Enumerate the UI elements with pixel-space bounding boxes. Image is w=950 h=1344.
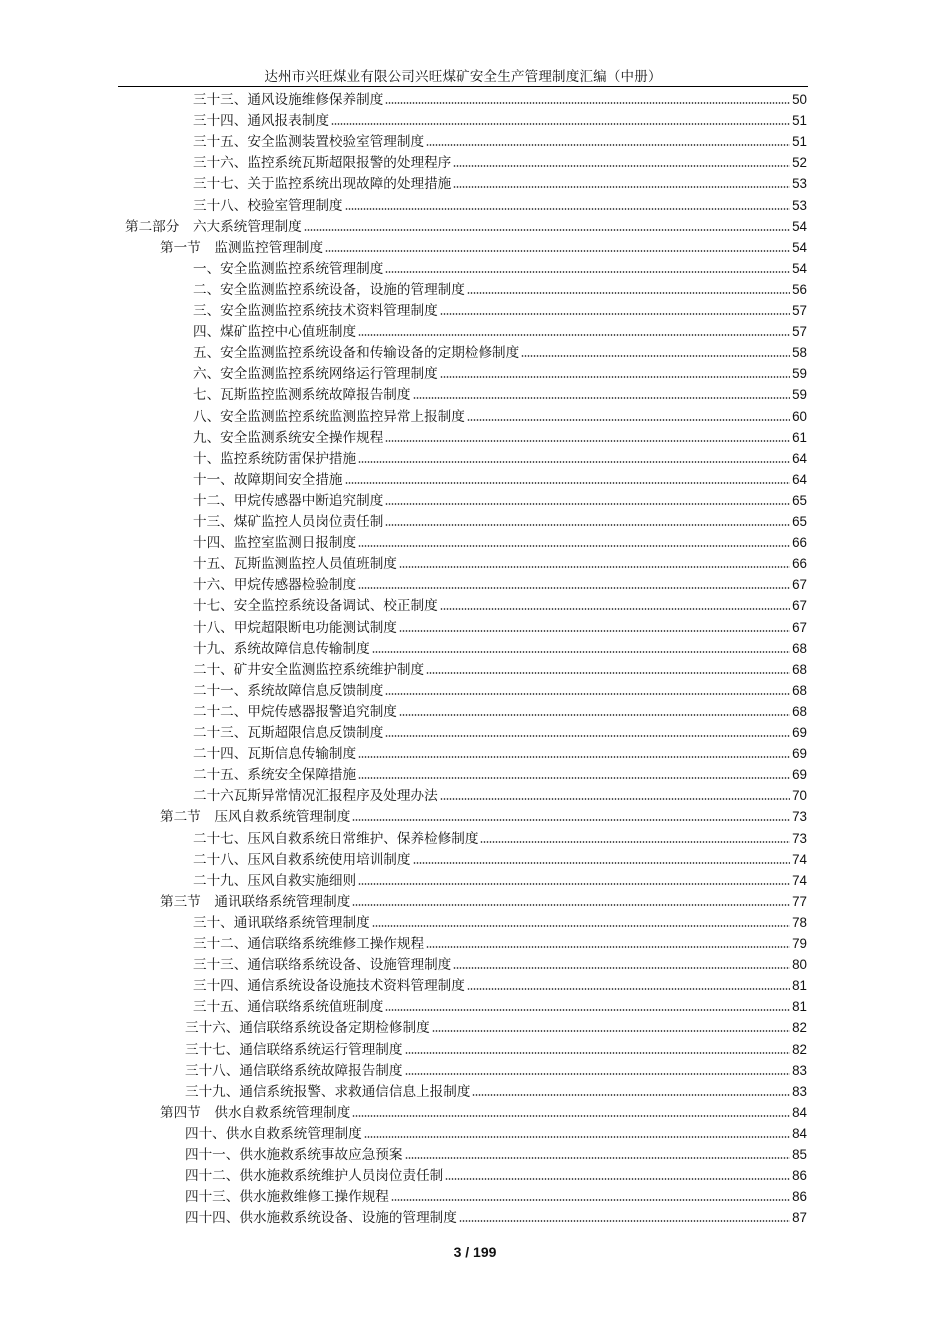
toc-entry[interactable] [193, 299, 807, 320]
toc-entry-page: 66 [792, 535, 807, 551]
toc-entry-label: 三十三、通信联络系统设备、设施管理制度 [193, 957, 452, 974]
toc-entry[interactable] [193, 531, 807, 552]
toc-entry-label: 十六、甲烷传感器检验制度 [193, 577, 357, 594]
toc-entry-page: 69 [792, 767, 807, 783]
toc-entry-label: 二、安全监测监控系统设备，设施的管理制度 [193, 281, 465, 298]
toc-entry[interactable] [185, 1143, 807, 1164]
toc-entry-label: 三、安全监测监控系统技术资料管理制度 [193, 303, 438, 319]
toc-entry[interactable] [193, 510, 807, 531]
toc-dot-leader [358, 882, 790, 886]
toc-entry-page: 53 [792, 197, 807, 213]
toc-entry[interactable] [193, 362, 807, 383]
toc-dot-leader [385, 439, 790, 443]
toc-entry-label: 第一节 监测监控管理制度 [160, 239, 324, 256]
toc-entry[interactable] [193, 995, 807, 1016]
toc-entry-page: 64 [792, 471, 807, 487]
toc-entry[interactable] [193, 742, 807, 763]
toc-dot-leader [304, 228, 790, 232]
toc-entry-page: 67 [792, 619, 807, 635]
toc-entry[interactable] [193, 468, 807, 489]
toc-entry[interactable] [193, 763, 807, 784]
toc-entry-page: 82 [792, 1041, 807, 1057]
toc-entry-label: 四十三、供水施救维修工操作规程 [185, 1189, 389, 1206]
toc-entry-label: 三十六、监控系统瓦斯超限报警的处理程序 [193, 155, 452, 172]
toc-dot-leader [345, 481, 791, 485]
toc-entry-page: 84 [792, 1125, 807, 1141]
toc-dot-leader [358, 544, 790, 548]
toc-entry-label: 九、安全监测系统安全操作规程 [193, 429, 384, 446]
toc-dot-leader [399, 713, 790, 717]
toc-entry[interactable] [193, 827, 807, 848]
toc-entry-page: 68 [792, 640, 807, 656]
toc-entry-label: 十八、甲烷超限断电功能测试制度 [193, 619, 397, 636]
toc-entry-page: 54 [792, 239, 807, 255]
toc-entry[interactable] [185, 1080, 807, 1101]
toc-entry[interactable] [160, 890, 807, 911]
toc-entry[interactable] [193, 172, 807, 193]
toc-dot-leader [413, 861, 791, 865]
toc-entry-page: 79 [792, 936, 807, 951]
toc-entry[interactable] [185, 1016, 807, 1037]
toc-dot-leader [453, 185, 790, 189]
toc-dot-leader [440, 797, 790, 801]
toc-dot-leader [358, 755, 790, 759]
toc-entry[interactable] [185, 1059, 807, 1080]
toc-entry-label: 十二、甲烷传感器中断追究制度 [193, 492, 384, 509]
toc-entry-page: 83 [792, 1062, 807, 1078]
toc-entry-label: 十四、监控室监测日报制度 [193, 535, 357, 552]
toc-entry-label: 一、安全监测监控系统管理制度 [193, 260, 384, 277]
toc-entry-page: 70 [792, 788, 807, 804]
toc-entry-page: 61 [792, 429, 807, 445]
toc-entry-page: 60 [792, 408, 807, 424]
toc-entry[interactable] [185, 1122, 807, 1143]
toc-dot-leader [358, 586, 790, 590]
toc-dot-leader [358, 776, 790, 780]
toc-entry[interactable] [193, 341, 807, 362]
toc-entry-label: 三十九、通信系统报警、求救通信信息上报制度 [185, 1083, 471, 1100]
toc-entry-label: 十五、瓦斯监测监控人员值班制度 [193, 556, 397, 573]
toc-entry[interactable] [193, 911, 807, 932]
toc-dot-leader [432, 1029, 790, 1033]
toc-dot-leader [345, 207, 791, 211]
toc-entry-label: 二十一、系统故障信息反馈制度 [193, 682, 384, 699]
toc-dot-leader [385, 734, 790, 738]
toc-entry-label: 第二节 压风自救系统管理制度 [160, 809, 351, 826]
toc-entry-label: 十九、系统故障信息传输制度 [193, 640, 370, 657]
toc-entry-label: 十、监控系统防雷保护措施 [193, 450, 357, 467]
toc-entry[interactable] [193, 130, 807, 151]
toc-entry[interactable] [193, 637, 807, 658]
toc-entry-page: 57 [792, 324, 807, 340]
toc-entry-page: 58 [792, 345, 807, 361]
toc-entry[interactable] [193, 974, 807, 995]
toc-entry[interactable] [193, 109, 807, 130]
toc-entry-label: 三十六、通信联络系统设备定期检修制度 [185, 1020, 430, 1037]
toc-entry[interactable] [193, 594, 807, 615]
toc-entry-label: 二十九、压风自救实施细则 [193, 872, 357, 889]
toc-entry[interactable] [193, 383, 807, 404]
toc-entry-page: 59 [792, 366, 807, 382]
toc-dot-leader [521, 354, 790, 358]
toc-dot-leader [385, 101, 790, 105]
header-rule [118, 86, 808, 87]
toc-entry[interactable] [193, 320, 807, 341]
toc-dot-leader [385, 523, 790, 527]
toc-entry-page: 85 [792, 1147, 807, 1162]
toc-dot-leader [352, 818, 790, 822]
toc-entry-label: 十三、煤矿监控人员岗位责任制 [193, 514, 384, 530]
toc-dot-leader [399, 565, 790, 569]
toc-entry[interactable] [160, 236, 807, 257]
toc-entry-page: 67 [792, 577, 807, 593]
toc-entry[interactable] [193, 700, 807, 721]
toc-dot-leader [467, 418, 790, 422]
toc-entry[interactable] [193, 679, 807, 700]
toc-dot-leader [385, 270, 790, 274]
toc-dot-leader [385, 502, 790, 506]
toc-entry-page: 83 [792, 1083, 807, 1099]
toc-entry[interactable] [193, 405, 807, 426]
toc-entry-label: 二十七、压风自救系统日常维护、保养检修制度 [193, 830, 479, 847]
toc-dot-leader [453, 966, 790, 970]
toc-dot-leader [426, 671, 790, 675]
toc-entry-label: 三十四、通风报表制度 [193, 113, 329, 130]
toc-entry-page: 54 [792, 218, 807, 234]
toc-entry-page: 59 [792, 387, 807, 403]
toc-entry-page: 67 [792, 598, 807, 614]
toc-entry[interactable] [193, 721, 807, 742]
toc-dot-leader [426, 945, 790, 949]
toc-dot-leader [385, 692, 790, 696]
toc-entry-label: 三十七、通信联络系统运行管理制度 [185, 1041, 403, 1058]
toc-entry-label: 二十三、瓦斯超限信息反馈制度 [193, 725, 384, 741]
toc-dot-leader [399, 629, 790, 633]
toc-entry-page: 56 [792, 281, 807, 297]
toc-entry[interactable] [193, 552, 807, 573]
toc-entry-page: 82 [792, 1020, 807, 1036]
toc-entry-label: 四十一、供水施救系统事故应急预案 [185, 1147, 403, 1163]
toc-entry-page: 53 [792, 176, 807, 192]
toc-entry-page: 68 [792, 703, 807, 719]
toc-entry-page: 81 [792, 978, 807, 994]
toc-entry-label: 五、安全监测监控系统设备和传输设备的定期检修制度 [193, 345, 520, 362]
toc-entry-page: 86 [792, 1168, 807, 1184]
toc-entry[interactable] [193, 932, 807, 953]
toc-entry-label: 三十、通讯联络系统管理制度 [193, 914, 370, 931]
toc-entry-page: 54 [792, 260, 807, 276]
toc-dot-leader [440, 607, 790, 611]
toc-entry-page: 68 [792, 682, 807, 698]
toc-entry-label: 三十五、通信联络系统值班制度 [193, 999, 384, 1016]
toc-entry-page: 73 [792, 809, 807, 825]
toc-entry-label: 三十七、关于监控系统出现故障的处理措施 [193, 176, 452, 193]
toc-dot-leader [358, 460, 790, 464]
toc-dot-leader [467, 987, 790, 991]
toc-entry-page: 57 [792, 303, 807, 318]
toc-entry[interactable] [185, 1164, 807, 1185]
toc-entry[interactable] [193, 489, 807, 510]
toc-entry-label: 三十八、通信联络系统故障报告制度 [185, 1062, 403, 1079]
toc-dot-leader [453, 164, 790, 168]
toc-dot-leader [372, 924, 790, 928]
toc-entry[interactable] [193, 869, 807, 890]
toc-entry[interactable] [193, 88, 807, 109]
page-header-title: 达州市兴旺煤业有限公司兴旺煤矿安全生产管理制度汇编（中册） [264, 69, 662, 85]
toc-dot-leader [325, 249, 790, 253]
toc-entry-page: 80 [792, 957, 807, 973]
toc-entry-label: 三十三、通风设施维修保养制度 [193, 92, 384, 108]
toc-entry-label: 二十四、瓦斯信息传输制度 [193, 746, 357, 763]
toc-dot-leader [413, 396, 791, 400]
toc-dot-leader [472, 1093, 790, 1097]
toc-dot-leader [426, 143, 790, 147]
toc-entry-page: 84 [792, 1104, 807, 1120]
toc-dot-leader [405, 1072, 791, 1076]
toc-entry-label: 十一、故障期间安全措施 [193, 471, 343, 488]
toc-entry-page: 68 [792, 661, 807, 677]
toc-entry-label: 二十五、系统安全保障措施 [193, 767, 357, 784]
toc-entry-page: 69 [792, 746, 807, 762]
toc-entry-page: 65 [792, 492, 807, 508]
toc-entry[interactable] [193, 278, 807, 299]
toc-entry-page: 51 [792, 113, 807, 129]
toc-dot-leader [358, 333, 790, 337]
toc-dot-leader [440, 312, 790, 316]
toc-dot-leader [445, 1177, 790, 1181]
toc-dot-leader [385, 1008, 790, 1012]
toc-entry-page: 81 [792, 999, 807, 1015]
toc-dot-leader [480, 840, 790, 844]
toc-entry-label: 三十四、通信系统设备设施技术资料管理制度 [193, 978, 465, 995]
toc-dot-leader [391, 1198, 790, 1202]
toc-entry-label: 二十八、压风自救系统使用培训制度 [193, 851, 411, 868]
toc-dot-leader [352, 903, 790, 907]
toc-entry-label: 四、煤矿监控中心值班制度 [193, 324, 357, 341]
toc-entry-page: 87 [792, 1210, 807, 1226]
toc-entry-page: 78 [792, 914, 807, 930]
toc-entry[interactable] [193, 848, 807, 869]
toc-entry-label: 十七、安全监控系统设备调试、校正制度 [193, 598, 438, 615]
toc-entry-label: 二十二、甲烷传感器报警追究制度 [193, 703, 397, 720]
toc-entry-label: 三十五、安全监测装置校验室管理制度 [193, 134, 425, 151]
toc-dot-leader [372, 650, 790, 654]
toc-entry[interactable] [193, 658, 807, 679]
toc-entry-label: 四十二、供水施救系统维护人员岗位责任制 [185, 1168, 444, 1185]
toc-entry[interactable] [193, 573, 807, 594]
toc-entry-page: 74 [792, 851, 807, 867]
toc-entry[interactable] [193, 151, 807, 172]
page-number: 3 / 199 [453, 1244, 497, 1260]
toc-entry[interactable] [193, 616, 807, 637]
toc-dot-leader [352, 1114, 790, 1118]
toc-dot-leader [405, 1051, 791, 1055]
toc-entry-page: 52 [792, 155, 807, 171]
toc-entry-label: 八、安全监测监控系统监测监控异常上报制度 [193, 408, 465, 425]
toc-entry-label: 四十、供水自救系统管理制度 [185, 1125, 362, 1142]
toc-entry[interactable] [160, 805, 807, 826]
toc-entry-page: 73 [792, 830, 807, 846]
toc-dot-leader [459, 1219, 790, 1223]
toc-entry-label: 三十二、通信联络系统维修工操作规程 [193, 936, 425, 952]
toc-entry-page: 86 [792, 1189, 807, 1205]
toc-dot-leader [364, 1135, 790, 1139]
toc-entry-page: 66 [792, 556, 807, 572]
toc-entry-label: 二十、矿井安全监测监控系统维护制度 [193, 661, 425, 678]
toc-entry-label: 二十六瓦斯异常情况汇报程序及处理办法 [193, 788, 438, 805]
toc-entry[interactable] [125, 215, 807, 236]
toc-entry[interactable] [193, 257, 807, 278]
toc-entry-page: 69 [792, 725, 807, 740]
toc-entry[interactable] [160, 1101, 807, 1122]
toc-entry[interactable] [193, 426, 807, 447]
toc-dot-leader [467, 291, 790, 295]
toc-entry[interactable] [193, 447, 807, 468]
toc-entry-label: 第二部分 六大系统管理制度 [125, 218, 302, 235]
toc-entry-page: 77 [792, 893, 807, 909]
toc-entry-page: 50 [792, 92, 807, 107]
toc-entry-label: 七、瓦斯监控监测系统故障报告制度 [193, 387, 411, 404]
toc-entry-label: 六、安全监测监控系统网络运行管理制度 [193, 366, 438, 383]
toc-entry-page: 51 [792, 134, 807, 150]
toc-entry-label: 第四节 供水自救系统管理制度 [160, 1104, 351, 1121]
toc-entry-page: 64 [792, 450, 807, 466]
toc-entry-label: 四十四、供水施救系统设备、设施的管理制度 [185, 1210, 457, 1227]
toc-entry-label: 三十八、校验室管理制度 [193, 197, 343, 214]
toc-entry[interactable] [193, 194, 807, 215]
toc-entry[interactable] [185, 1206, 807, 1227]
toc-entry-label: 第三节 通讯联络系统管理制度 [160, 893, 351, 910]
toc-entry[interactable] [193, 953, 807, 974]
toc-entry[interactable] [185, 1038, 807, 1059]
toc-dot-leader [331, 122, 790, 126]
toc-dot-leader [405, 1156, 791, 1160]
toc-dot-leader [440, 375, 790, 379]
toc-entry-page: 65 [792, 514, 807, 529]
toc-entry[interactable] [185, 1185, 807, 1206]
toc-entry[interactable] [193, 784, 807, 805]
toc-entry-page: 74 [792, 872, 807, 888]
